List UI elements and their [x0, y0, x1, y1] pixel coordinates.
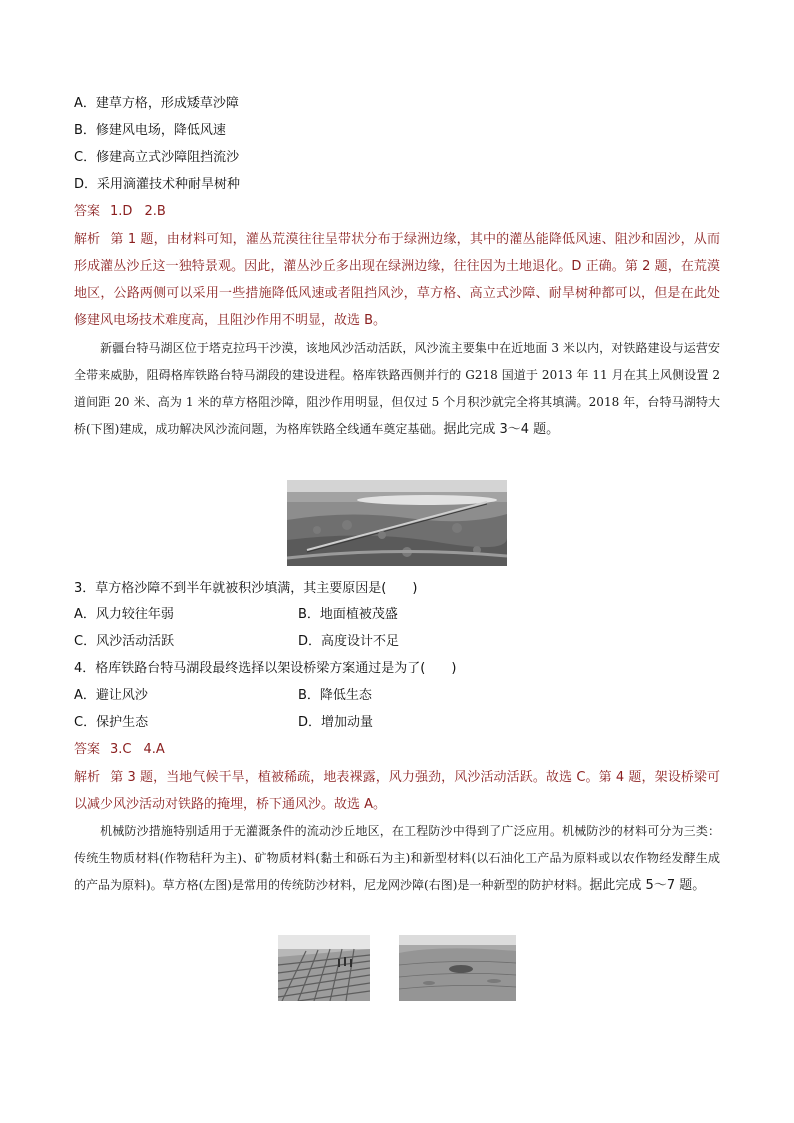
question-4-option-a: A．避让风沙 [74, 688, 148, 703]
option-a: A．建草方格，形成矮草沙障 [74, 96, 239, 111]
question-3-option-b: B．地面植被茂盛 [298, 607, 398, 622]
answer-value: 2.B [144, 204, 166, 219]
material-paragraph [74, 335, 720, 443]
analysis-text: 第 1 题，由材料可知，灌丛荒漠往往呈带状分布于绿洲边缘，其中的灌丛能降低风速、阻沙和固沙，从而形成灌丛沙丘这一独特景观。因此，灌丛沙丘多出现在绿洲边缘，往往因为土地退化。D 正确。第 2 题，在荒漠地区，公路两侧可以采用一些措施降低风速或者阻挡风沙，草方格、高立式沙障、耐旱树种都可以，但是在此处修建风电场技术难度高，且阻沙作用不明显，故选 B。 [74, 232, 720, 328]
answer-label: 答案 [74, 204, 101, 219]
material-text: 机械防沙措施特别适用于无灌溉条件的流动沙丘地区，在工程防沙中得到了广泛应用。机械防沙的材料可分为三类：传统生物质材料(作物秸秆为主)、矿物质材料(黏土和砾石为主)和新型材料(以石油化工产品为原料或以农作物经发酵生成的产品为原料)。草方格(左图)是常用的传统防沙材料，尼龙网沙障(右图)是一种新型的防护材料。 [74, 824, 720, 892]
option-c: C．修建高立式沙障阻挡流沙 [74, 150, 240, 165]
question-3-option-a: A．风力较往年弱 [74, 607, 174, 622]
straw-grid-photo [278, 935, 370, 1001]
analysis-text: 第 3 题，当地气候干旱，植被稀疏，地表裸露，风力强劲，风沙活动活跃。故选 C。第 4 题，架设桥梁可以减少风沙活动对铁路的掩埋，桥下通风沙。故选 A。 [74, 770, 720, 812]
analysis-paragraph [74, 764, 720, 818]
material-instruction: 据此完成 5～7 题。 [589, 878, 706, 893]
question-3-option-c: C．风沙活动活跃 [74, 634, 175, 649]
question-4-stem: 4．格库铁路台特马湖段最终选择以架设桥梁方案通过是为了( ) [74, 661, 457, 676]
answer-label: 答案 [74, 742, 101, 757]
bridge-photo [287, 480, 507, 566]
option-b: B．修建风电场，降低风速 [74, 123, 226, 138]
analysis-paragraph [74, 226, 720, 334]
answer-value: 3.C [110, 742, 132, 757]
option-d: D．采用滴灌技术种耐旱树种 [74, 177, 241, 192]
analysis-label: 解析 [74, 232, 101, 247]
answer-value: 4.A [143, 742, 165, 757]
material-text: 新疆台特马湖区位于塔克拉玛干沙漠，该地风沙活动活跃，风沙流主要集中在近地面 3 米以内，对铁路建设与运营安全带来威胁，阻碍格库铁路台特马湖段的建设进程。格库铁路西侧并行的 G218 国道于 2013 年 11 月在其上风侧设置 2 道间距 20 米、高为 1 米的草方格阻沙障，阻沙作用明显，但仅过 5 个月积沙就完全将其填满。2018 年，台特马湖特大桥(下图)建成，成功解决风沙流问题，为格库铁路全线通车奠定基础。 [74, 341, 720, 436]
analysis-label: 解析 [74, 770, 101, 785]
question-3-stem: 3．草方格沙障不到半年就被积沙填满，其主要原因是( ) [74, 581, 418, 596]
material-instruction: 据此完成 3～4 题。 [443, 422, 560, 437]
material-paragraph [74, 818, 720, 899]
answer-line [74, 203, 166, 221]
question-4-option-c: C．保护生态 [74, 715, 149, 730]
question-4-option-b: B．降低生态 [298, 688, 372, 703]
nylon-net-photo [399, 935, 516, 1001]
answer-value: 1.D [110, 204, 133, 219]
question-3-option-d: D．高度设计不足 [298, 634, 400, 649]
answer-line [74, 741, 165, 759]
question-4-option-d: D．增加动量 [298, 715, 374, 730]
